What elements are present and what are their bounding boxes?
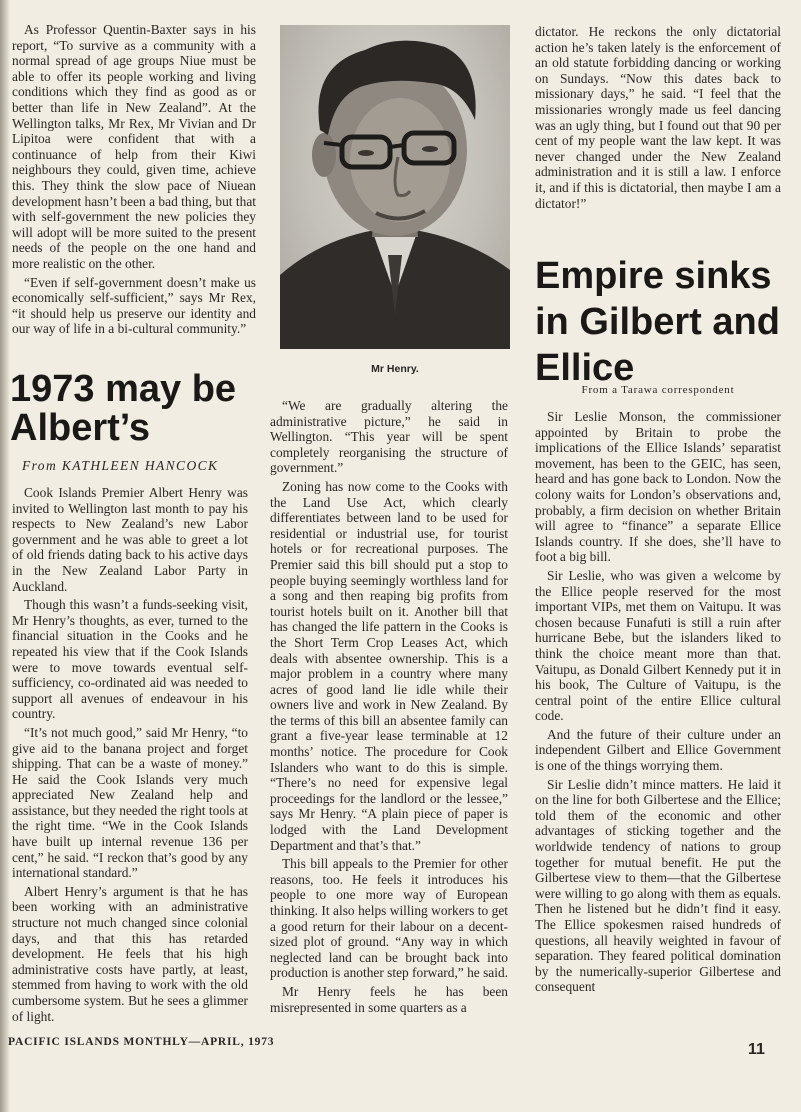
albert-article-column-2 — [270, 398, 508, 1018]
headline-empire-sinks: Empire sinks in Gilbert and Ellice — [535, 255, 780, 389]
empire-article-column — [535, 409, 781, 998]
paragraph: Sir Leslie didn’t mince matters. He laid it on the line for both Gilbertese and the Ellice; told them of the economic and other advantages of sticking together and the worldwide tendency of nations to group together for mutual benefit. He put the Gilbertese view to them—that the Gilbertese were willing to go along with them as equals. Then he listened but he didn’t find it easy. The Ellice spokesmen raised hundreds of questions, all heavily weighted in favour of separation. They feared political domination by the numerically-superior Gilbertese and consequent — [535, 776, 781, 995]
albert-article-column-3 — [535, 24, 781, 214]
headline-1973-may-be-alberts: 1973 may be Albert’s — [10, 368, 237, 449]
paragraph: Albert Henry’s argument is that he has been working with an administrative structure not much changed since colonial days, and that this has retarded development. He feels that his high administrative costs have partly, at least, stemmed from having to work with the old cumbersome system. But he sees a glimmer of light. — [12, 883, 248, 1024]
photo-caption: Mr Henry. — [371, 363, 419, 375]
byline-tarawa-correspondent: From a Tarawa correspondent — [581, 384, 735, 396]
paragraph: Mr Henry feels he has been misrepresented in some quarters as a — [270, 983, 508, 1015]
paragraph: As Professor Quentin-Baxter says in his report, “To survive as a community with a normal spread of age groups Niue must be able to offer its people working and living conditions which they find as good as or better than life in New Zealand”. At the Wellington talks, Mr Rex, Mr Vivian and Dr Lipitoa were confident that with a continuance of help from their Kiwi neighbours they could, given time, achieve this. They think the slow pace of Niuean development hasn’t been a bad thing, but that with self-government the new policies they will adopt will be more suited to the present needs of the people on the one hand and more realistic on the other. — [12, 22, 256, 271]
publication-footer: PACIFIC ISLANDS MONTHLY—APRIL, 1973 — [8, 1036, 275, 1048]
paragraph: And the future of their culture under an independent Gilbert and Ellice Government is one of the things worrying them. — [535, 726, 781, 774]
paragraph: This bill appeals to the Premier for other reasons, too. He feels it introduces his people to one more way of European thinking. It also helps willing workers to get a good return for their labour on a decent-sized plot of ground. “Any way in which neglected land can be brought back into production is another step forward,” he said. — [270, 856, 508, 981]
portrait-photo-mr-henry — [280, 25, 510, 349]
paragraph: Cook Islands Premier Albert Henry was invited to Wellington last month to pay his respects to New Zealand’s new Labor government and he was able to greet a lot of old friends dating back to his active days in the New Zealand Labor Party in Auckland. — [12, 485, 248, 594]
portrait-illustration — [280, 25, 510, 349]
paragraph: Zoning has now come to the Cooks with the Land Use Act, which clearly differentiates between land to be used for residential or industrial use, for tourist hotels or for recreational purposes. The Premier said this bill should put a stop to people buying seemingly worthless land for a song and then reaping big profits from tourist hotels built on it. Another bill that has changed the life pattern in the Cooks is the Short Term Crop Leases Act, which deals with absentee ownership. This is a major problem in a country where many acres of good land lie idle while their owners live and work in New Zealand. By the terms of this bill an absentee family can grant a five-year lease terminable at 12 months’ notice. The procedure for Cook Islanders who want to do this is simple. “There’s no need for expensive legal proceedings for the landlord or the lessee,” says Mr Henry. “A plain piece of paper is lodged with the Land Development Department and that’s that.” — [270, 478, 508, 853]
paragraph: Sir Leslie Monson, the commissioner appointed by Britain to probe the implications of the Ellice Islands’ separatist movement, has been to the GEIC, has seen, heard and has gone back to London. Now the colony waits for London’s observations and, probably, a firm decision on whether Britain will agree to “finance” a separate Ellice Islands country. If she does, she’ll have to foot a big bill. — [535, 409, 781, 565]
niue-article-continuation — [12, 22, 256, 340]
page-binding-shadow — [0, 0, 10, 1112]
albert-article-column-1 — [12, 485, 248, 1027]
page-number: 11 — [748, 1041, 765, 1058]
paragraph: “It’s not much good,” said Mr Henry, “to give aid to the banana project and forget shipping. That can be a waste of money.” He said the Cook Islands very much appreciated New Zealand help and assistance, but they needed the right tools at the right time. “We in the Cook Islands have built up internal revenue 136 per cent,” he said. “I reckon that’s good by any international standard.” — [12, 724, 248, 881]
paragraph: Sir Leslie, who was given a welcome by the Ellice people reserved for the most important VIPs, met them on Vaitupu. It was chosen because Funafuti is still a ruin after hurricane Bebe, but the islanders liked to think the choice meant more than that. Vaitupu, as Donald Gilbert Kennedy put it in his book, The Culture of Vaitupu, is the central point of the entire Ellice cultural code. — [535, 567, 781, 724]
byline-kathleen-hancock: From KATHLEEN HANCOCK — [22, 458, 219, 473]
paragraph: “Even if self-government doesn’t make us economically self-sufficient,” says Mr Rex, “it should help us preserve our identity and our way of life in a bi-cultural community.” — [12, 274, 256, 337]
paragraph: “We are gradually altering the administrative picture,” he said in Wellington. “This year will be spent completely reorganising the structure of government.” — [270, 398, 508, 476]
paragraph: dictator. He reckons the only dictatorial action he’s taken lately is the enforcement of an old statute forbidding dancing or working on Sundays. “Now this dates back to missionary days,” he said. “I feel that the missionaries wrongly made us feel dancing was an ugly thing, but I found out that 90 per cent of my people want the law kept. It was never changed under the New Zealand administration and it is still a law. I enforce it, and if this is dictatorial, then maybe I am a dictator!” — [535, 24, 781, 211]
paragraph: Though this wasn’t a funds-seeking visit, Mr Henry’s thoughts, as ever, turned to the financial situation in the Cooks and he repeated his view that if the Cook Islands were to move towards eventual self-sufficiency, co-ordinated aid was needed to support all avenues of endeavour in his country. — [12, 597, 248, 722]
